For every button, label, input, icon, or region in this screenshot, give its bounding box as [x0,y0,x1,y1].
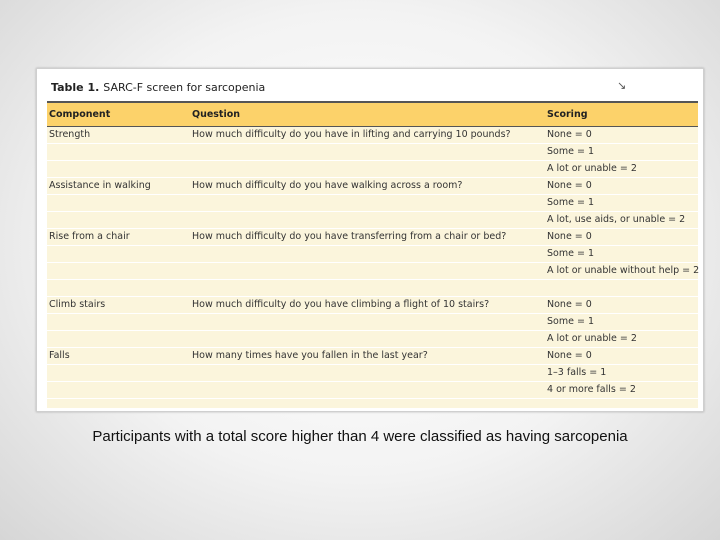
cell-question: How much difficulty do you have in lifting and carrying 10 pounds? [192,129,511,140]
cell-component: Rise from a chair [49,231,130,242]
table-row [47,229,698,246]
cursor-icon: ↘ [617,79,627,92]
table-row [47,195,698,212]
cell-component: Falls [49,350,70,361]
table-image [36,68,704,412]
table-row [47,212,698,229]
cell-question: How much difficulty do you have walking across a room? [192,180,463,191]
table-row [47,127,698,144]
cell-scoring: A lot or unable = 2 [547,163,637,174]
cell-scoring: None = 0 [547,180,592,191]
table-title-label: Table 1. [51,81,100,94]
cell-component: Climb stairs [49,299,106,310]
table-row [47,280,698,297]
cell-question: How many times have you fallen in the last year? [192,350,428,361]
cell-scoring: None = 0 [547,231,592,242]
cell-component: Assistance in walking [49,180,151,191]
cell-question: How much difficulty do you have transferring from a chair or bed? [192,231,507,242]
table-title [51,79,265,97]
cell-scoring: Some = 1 [547,248,594,259]
table-row [47,297,698,314]
table-row [47,144,698,161]
sarcf-table [47,101,698,408]
cell-scoring: A lot, use aids, or unable = 2 [547,214,686,225]
cell-scoring: None = 0 [547,350,592,361]
caption: Participants with a total score higher than 4 were classified as having sarcopenia [92,428,628,445]
header-scoring: Scoring [547,109,588,120]
cell-scoring: A lot or unable without help = 2 [547,265,700,276]
cell-scoring: Some = 1 [547,316,594,327]
table-title-text: SARC-F screen for sarcopenia [103,81,266,94]
table-row [47,178,698,195]
cell-scoring: A lot or unable = 2 [547,333,637,344]
table-row [47,263,698,280]
cell-scoring: None = 0 [547,129,592,140]
cell-question: How much difficulty do you have climbing a flight of 10 stairs? [192,299,490,310]
table-row [47,161,698,178]
table-row [47,382,698,399]
cell-component: Strength [49,129,91,140]
header-question: Question [192,109,241,120]
table-row [47,348,698,365]
table-header-row [47,101,698,127]
table-row [47,365,698,382]
table-row [47,246,698,263]
cell-scoring: 1–3 falls = 1 [547,367,607,378]
header-component: Component [49,109,111,120]
cell-scoring: Some = 1 [547,146,594,157]
table-row [47,331,698,348]
cell-scoring: 4 or more falls = 2 [547,384,636,395]
cell-scoring: Some = 1 [547,197,594,208]
table-row [47,314,698,331]
cell-scoring: None = 0 [547,299,592,310]
